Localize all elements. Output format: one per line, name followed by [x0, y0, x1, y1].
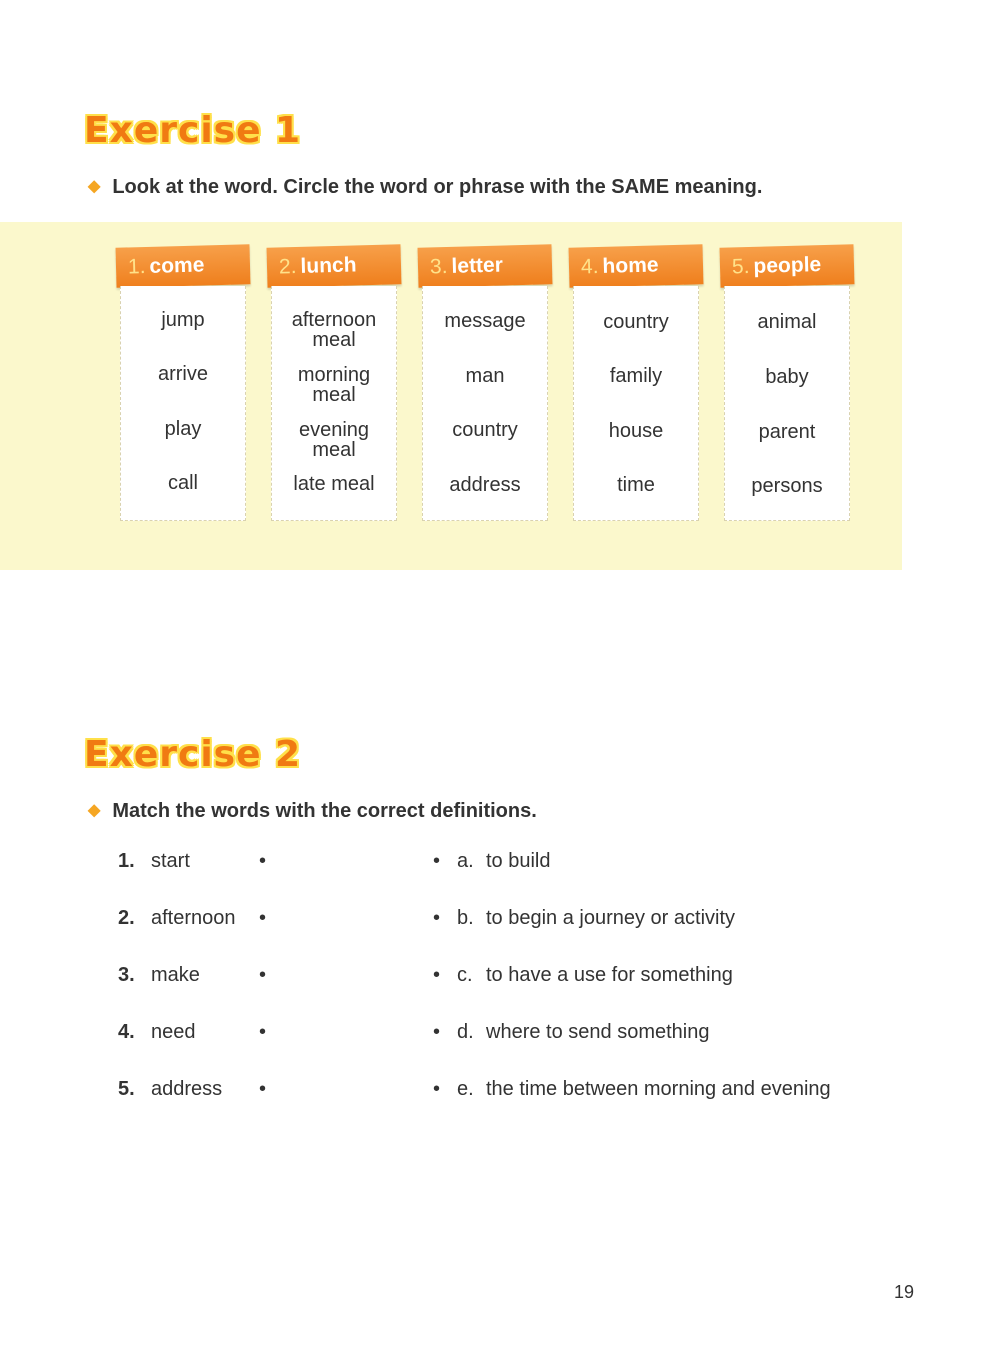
- option[interactable]: message: [444, 310, 526, 332]
- word-tab-number: 4.: [580, 254, 599, 279]
- definition-letter: a.: [457, 850, 474, 872]
- definition-text: to build: [486, 850, 551, 872]
- option[interactable]: morning meal: [297, 364, 371, 406]
- exercise-2-instruction-text: Match the words with the correct definitions.: [112, 800, 537, 822]
- option[interactable]: animal: [757, 311, 817, 333]
- exercise-2-title: Exercise 2: [84, 734, 302, 775]
- option[interactable]: call: [167, 472, 198, 494]
- options-box: [724, 286, 850, 521]
- diamond-bullet-icon: ◆: [88, 178, 101, 195]
- diamond-bullet-icon: ◆: [88, 802, 101, 819]
- word-column-4: [569, 246, 703, 521]
- definition-letter: c.: [457, 964, 473, 986]
- match-word: address: [151, 1078, 223, 1100]
- word-tab: [568, 244, 703, 287]
- option[interactable]: parent: [758, 421, 816, 443]
- option[interactable]: country: [452, 419, 518, 441]
- word-column-1: [116, 246, 250, 521]
- option[interactable]: persons: [751, 475, 823, 497]
- exercise-1-instruction: [88, 176, 762, 199]
- option[interactable]: address: [449, 474, 521, 496]
- option[interactable]: house: [608, 420, 664, 442]
- word-tab-label: people: [753, 253, 822, 278]
- match-word: need: [151, 1021, 196, 1043]
- definition-text: the time between morning and evening: [486, 1078, 831, 1100]
- options-box: [422, 286, 548, 521]
- word-tab-number: 5.: [731, 254, 750, 279]
- match-word: make: [151, 964, 200, 986]
- word-tab-number: 2.: [278, 254, 297, 279]
- options-box: [271, 286, 397, 521]
- row-number: 2.: [118, 907, 135, 929]
- word-column-2: [267, 246, 401, 521]
- row-number: 4.: [118, 1021, 135, 1043]
- option[interactable]: arrive: [157, 363, 208, 385]
- word-tab: [417, 244, 552, 287]
- option[interactable]: time: [617, 474, 655, 496]
- definition-text: to have a use for something: [486, 964, 733, 986]
- exercise-1-instruction-text: Look at the word. Circle the word or phrase with the SAME meaning.: [112, 176, 763, 198]
- definition-text: to begin a journey or activity: [486, 907, 736, 929]
- row-number: 1.: [118, 850, 135, 872]
- word-tab-label: come: [149, 253, 205, 278]
- word-tab-number: 3.: [429, 254, 448, 279]
- option[interactable]: jump: [161, 309, 205, 331]
- options-box: [573, 286, 699, 521]
- match-dot-right[interactable]: •: [433, 964, 441, 986]
- row-number: 5.: [118, 1078, 135, 1100]
- word-column-3: [418, 246, 552, 521]
- word-column-5: [720, 246, 854, 521]
- match-dot-left[interactable]: •: [259, 964, 267, 986]
- match-dot-right[interactable]: •: [433, 1078, 441, 1100]
- option[interactable]: baby: [765, 366, 809, 388]
- match-word: start: [151, 850, 190, 872]
- match-dot-left[interactable]: •: [259, 907, 267, 929]
- word-tab: [115, 244, 250, 287]
- match-dot-left[interactable]: •: [259, 1078, 267, 1100]
- option[interactable]: family: [609, 365, 663, 387]
- option[interactable]: late meal: [293, 473, 375, 495]
- option[interactable]: man: [465, 365, 505, 387]
- option[interactable]: country: [603, 311, 669, 333]
- word-tab: [719, 244, 854, 287]
- match-dot-right[interactable]: •: [433, 907, 441, 929]
- row-number: 3.: [118, 964, 135, 986]
- definition-letter: b.: [457, 907, 474, 929]
- match-dot-left[interactable]: •: [259, 1021, 267, 1043]
- word-tab-label: lunch: [300, 253, 357, 278]
- definition-text: where to send something: [486, 1021, 710, 1043]
- match-dot-right[interactable]: •: [433, 1021, 441, 1043]
- option[interactable]: play: [164, 418, 202, 440]
- word-tab-number: 1.: [127, 254, 146, 279]
- options-box: [120, 286, 246, 521]
- exercise-1-title: Exercise 1: [84, 110, 302, 151]
- word-tab: [266, 244, 401, 287]
- page-number: 19: [894, 1282, 915, 1302]
- definition-letter: e.: [457, 1078, 474, 1100]
- match-word: afternoon: [151, 907, 236, 929]
- word-tab-label: letter: [451, 253, 504, 278]
- option[interactable]: evening meal: [298, 419, 370, 461]
- match-dot-right[interactable]: •: [433, 850, 441, 872]
- option[interactable]: afternoon meal: [291, 309, 377, 351]
- exercise-2-instruction: [88, 800, 537, 823]
- definition-letter: d.: [457, 1021, 474, 1043]
- word-tab-label: home: [602, 253, 659, 278]
- match-dot-left[interactable]: •: [259, 850, 267, 872]
